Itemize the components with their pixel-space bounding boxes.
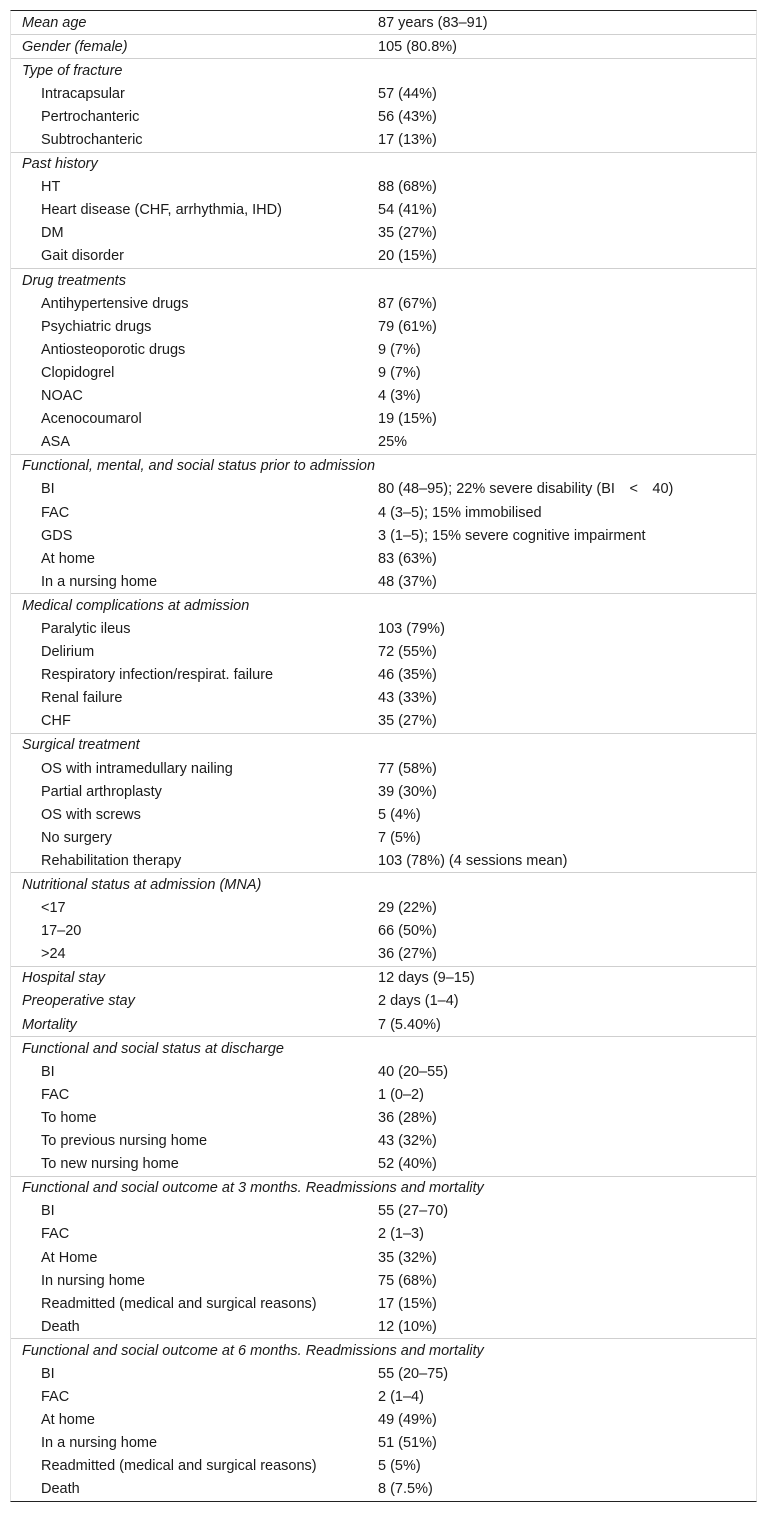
row-value: 79 (61%) <box>378 318 437 335</box>
table-row <box>11 1223 756 1246</box>
section-heading-row <box>11 1338 756 1362</box>
row-label: BI <box>41 1365 55 1382</box>
table-row <box>11 617 756 640</box>
row-label: At home <box>41 1412 95 1429</box>
row-label: Psychiatric drugs <box>41 318 152 335</box>
section-heading: Functional, mental, and social status prior to admission <box>22 458 376 475</box>
row-label: OS with screws <box>41 806 141 823</box>
row-label: >24 <box>41 946 66 963</box>
section-heading: Functional and social outcome at 6 months. Readmissions and mortality <box>22 1342 484 1359</box>
section-heading: Type of fracture <box>22 62 123 79</box>
table-row <box>11 176 756 199</box>
section-heading: Functional and social status at discharge <box>22 1040 284 1057</box>
row-label: At home <box>41 550 95 567</box>
row-value: 25% <box>378 434 408 451</box>
row-value: 3 (1–5); 15% severe cognitive impairment <box>378 527 646 544</box>
table-row <box>11 1362 756 1385</box>
row-value: 35 (32%) <box>378 1249 437 1266</box>
table-row <box>11 315 756 338</box>
table-row <box>11 501 756 524</box>
table-row <box>11 990 756 1013</box>
table-row <box>11 385 756 408</box>
row-label: To previous nursing home <box>41 1133 208 1150</box>
row-label: Rehabilitation therapy <box>41 852 182 869</box>
table-row <box>11 82 756 105</box>
row-label: GDS <box>41 527 73 544</box>
row-label: Delirium <box>41 644 95 661</box>
row-value: 57 (44%) <box>378 85 437 102</box>
row-value: 5 (4%) <box>378 806 421 823</box>
row-value: 43 (32%) <box>378 1133 437 1150</box>
row-label: NOAC <box>41 388 83 405</box>
row-label: Death <box>41 1481 80 1498</box>
table-row <box>11 849 756 872</box>
row-value: 52 (40%) <box>378 1156 437 1173</box>
table-row <box>11 1246 756 1269</box>
row-value: 55 (20–75) <box>378 1365 449 1382</box>
table-row <box>11 664 756 687</box>
section-heading-row <box>11 58 756 82</box>
table-row <box>11 1478 756 1501</box>
row-label: No surgery <box>41 829 112 846</box>
row-value: 87 years (83–91) <box>378 14 488 31</box>
row-value: 36 (27%) <box>378 946 437 963</box>
row-label: BI <box>41 1203 55 1220</box>
table-row <box>11 361 756 384</box>
table-row <box>11 478 756 501</box>
table-row <box>11 710 756 733</box>
row-value: 72 (55%) <box>378 644 437 661</box>
row-label: Gender (female) <box>22 38 128 55</box>
table-row <box>11 431 756 454</box>
row-label: ASA <box>41 434 71 451</box>
table-row <box>11 292 756 315</box>
row-value: 7 (5.40%) <box>378 1016 441 1033</box>
row-value: 2 days (1–4) <box>378 993 459 1010</box>
row-value: 56 (43%) <box>378 108 437 125</box>
row-label: In a nursing home <box>41 573 158 590</box>
row-label: Hospital stay <box>22 970 106 987</box>
row-label: Partial arthroplasty <box>41 783 162 800</box>
table-row <box>11 1269 756 1292</box>
row-label: Clopidogrel <box>41 364 115 381</box>
row-value: 4 (3%) <box>378 388 421 405</box>
table-row <box>11 803 756 826</box>
row-label: FAC <box>41 504 70 521</box>
row-value: 55 (27–70) <box>378 1203 449 1220</box>
table-row <box>11 11 756 34</box>
table-row <box>11 199 756 222</box>
row-label: Mortality <box>22 1016 77 1033</box>
row-value: 54 (41%) <box>378 202 437 219</box>
row-label: Readmitted (medical and surgical reasons) <box>41 1458 317 1475</box>
row-value: 7 (5%) <box>378 829 421 846</box>
section-heading: Functional and social outcome at 3 months. Readmissions and mortality <box>22 1180 484 1197</box>
row-value: 105 (80.8%) <box>378 38 457 55</box>
section-heading-row <box>11 872 756 896</box>
row-label: To new nursing home <box>41 1156 179 1173</box>
table-row <box>11 1153 756 1176</box>
row-value: 36 (28%) <box>378 1109 437 1126</box>
section-heading-row <box>11 1036 756 1060</box>
row-label: FAC <box>41 1086 70 1103</box>
row-label: Renal failure <box>41 690 123 707</box>
section-heading-row <box>11 1176 756 1200</box>
row-label: Antihypertensive drugs <box>41 295 189 312</box>
table-row <box>11 1292 756 1315</box>
row-value: 46 (35%) <box>378 667 437 684</box>
row-label: In nursing home <box>41 1272 145 1289</box>
row-label: BI <box>41 1063 55 1080</box>
section-heading: Medical complications at admission <box>22 597 250 614</box>
table-row <box>11 408 756 431</box>
row-value: 39 (30%) <box>378 783 437 800</box>
table-row <box>11 222 756 245</box>
row-value: 88 (68%) <box>378 179 437 196</box>
row-label: Readmitted (medical and surgical reasons) <box>41 1295 317 1312</box>
table-row <box>11 128 756 151</box>
table-row <box>11 1130 756 1153</box>
table-row <box>11 570 756 593</box>
section-heading-row <box>11 593 756 617</box>
row-value: 80 (48–95); 22% severe disability (BI < 40) <box>378 481 674 498</box>
row-label: FAC <box>41 1389 70 1406</box>
table-row <box>11 943 756 966</box>
row-label: To home <box>41 1109 97 1126</box>
row-value: 83 (63%) <box>378 550 437 567</box>
row-value: 2 (1–3) <box>378 1226 424 1243</box>
row-value: 75 (68%) <box>378 1272 437 1289</box>
data-table <box>10 10 757 1502</box>
table-row <box>11 1083 756 1106</box>
table-row <box>11 245 756 268</box>
row-label: CHF <box>41 713 71 730</box>
table-row <box>11 338 756 361</box>
row-label: Paralytic ileus <box>41 620 131 637</box>
row-label: OS with intramedullary nailing <box>41 760 233 777</box>
row-value: 8 (7.5%) <box>378 1481 433 1498</box>
table-row <box>11 524 756 547</box>
section-heading: Drug treatments <box>22 272 126 289</box>
row-label: DM <box>41 225 64 242</box>
table-row <box>11 1315 756 1338</box>
row-label: Pertrochanteric <box>41 108 140 125</box>
table-row <box>11 547 756 570</box>
row-value: 9 (7%) <box>378 364 421 381</box>
table-row <box>11 1409 756 1432</box>
table-row <box>11 105 756 128</box>
row-label: BI <box>41 481 55 498</box>
row-value: 48 (37%) <box>378 573 437 590</box>
row-label: Acenocoumarol <box>41 411 142 428</box>
row-value: 40 (20–55) <box>378 1063 449 1080</box>
table-row <box>11 897 756 920</box>
row-label: Gait disorder <box>41 248 125 265</box>
row-value: 19 (15%) <box>378 411 437 428</box>
row-value: 17 (13%) <box>378 132 437 149</box>
section-heading-row <box>11 152 756 176</box>
row-value: 87 (67%) <box>378 295 437 312</box>
row-label: <17 <box>41 900 66 917</box>
table-row <box>11 641 756 664</box>
row-label: Mean age <box>22 14 87 31</box>
row-label: Subtrochanteric <box>41 132 143 149</box>
row-value: 12 (10%) <box>378 1318 437 1335</box>
row-value: 35 (27%) <box>378 225 437 242</box>
table-row <box>11 1200 756 1223</box>
row-label: Intracapsular <box>41 85 125 102</box>
row-value: 1 (0–2) <box>378 1086 424 1103</box>
row-value: 103 (79%) <box>378 620 445 637</box>
table-row <box>11 920 756 943</box>
table-row <box>11 780 756 803</box>
section-heading-row <box>11 733 756 757</box>
table-row <box>11 1013 756 1036</box>
row-label: In a nursing home <box>41 1435 158 1452</box>
section-heading-row <box>11 268 756 292</box>
row-value: 29 (22%) <box>378 900 437 917</box>
row-value: 20 (15%) <box>378 248 437 265</box>
row-label: Antiosteoporotic drugs <box>41 341 186 358</box>
row-label: Heart disease (CHF, arrhythmia, IHD) <box>41 202 282 219</box>
row-label: HT <box>41 179 61 196</box>
table-row <box>11 826 756 849</box>
row-label: FAC <box>41 1226 70 1243</box>
row-label: Death <box>41 1318 80 1335</box>
table-row <box>11 757 756 780</box>
row-value: 17 (15%) <box>378 1295 437 1312</box>
row-label: 17–20 <box>41 923 82 940</box>
row-value: 2 (1–4) <box>378 1389 424 1406</box>
row-label: Preoperative stay <box>22 993 135 1010</box>
table-row <box>11 1060 756 1083</box>
section-heading: Past history <box>22 156 98 173</box>
section-heading: Surgical treatment <box>22 737 140 754</box>
row-value: 9 (7%) <box>378 341 421 358</box>
table-row <box>11 1106 756 1129</box>
section-heading-row <box>11 454 756 478</box>
table-row <box>11 1386 756 1409</box>
row-value: 43 (33%) <box>378 690 437 707</box>
table-row <box>11 1432 756 1455</box>
table-row <box>11 1455 756 1478</box>
row-label: Respiratory infection/respirat. failure <box>41 667 274 684</box>
row-value: 12 days (9–15) <box>378 970 475 987</box>
row-value: 51 (51%) <box>378 1435 437 1452</box>
row-value: 4 (3–5); 15% immobilised <box>378 504 542 521</box>
table-row <box>11 966 756 990</box>
table-row <box>11 34 756 58</box>
row-value: 35 (27%) <box>378 713 437 730</box>
row-value: 103 (78%) (4 sessions mean) <box>378 852 568 869</box>
row-value: 66 (50%) <box>378 923 437 940</box>
row-value: 5 (5%) <box>378 1458 421 1475</box>
section-heading: Nutritional status at admission (MNA) <box>22 877 262 894</box>
row-value: 77 (58%) <box>378 760 437 777</box>
table-row <box>11 687 756 710</box>
row-value: 49 (49%) <box>378 1412 437 1429</box>
row-label: At Home <box>41 1249 98 1266</box>
